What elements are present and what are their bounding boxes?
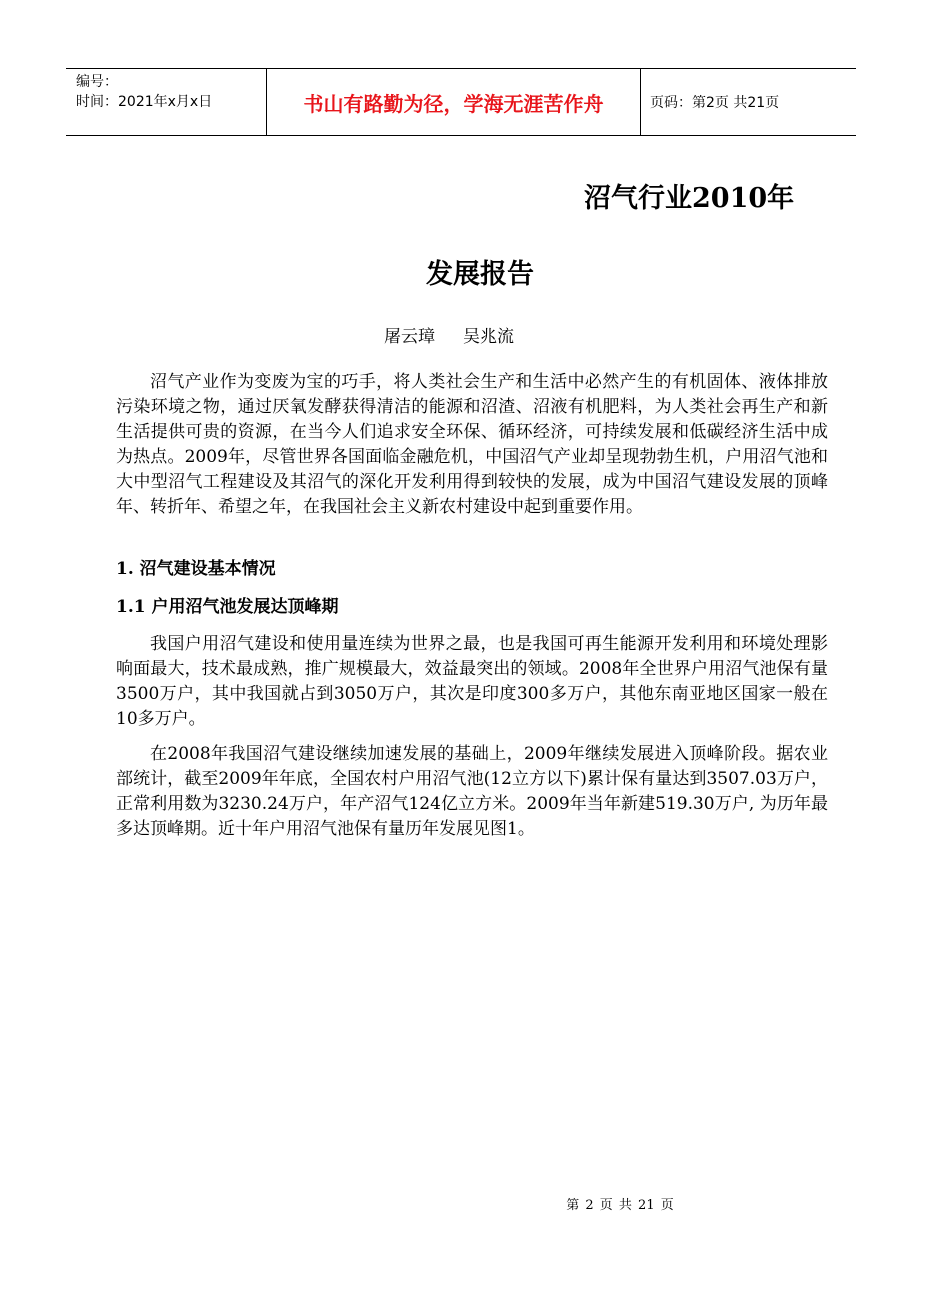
document-title-line2: 发展报告 [426, 259, 534, 290]
page-footer: 第 2 页 共 21 页 [566, 1198, 674, 1213]
section-1-1-para-2-block [116, 742, 828, 842]
time-label: 时间：2021年x月x日 [76, 94, 213, 110]
header-meta-cell [66, 69, 267, 135]
section-1-1-heading-block [116, 595, 828, 620]
section-1-1-para-1-block [116, 632, 828, 732]
section-heading: 1. 沼气建设基本情况 [116, 559, 276, 579]
page-header [66, 68, 856, 136]
header-motto: 书山有路勤为径，学海无涯苦作舟 [267, 69, 641, 135]
authors [384, 322, 514, 347]
document-title-line1: 沼气行业2010年 [584, 183, 795, 214]
author-name: 吴兆流 [463, 327, 514, 347]
header-page-info: 页码：第2页 共21页 [650, 95, 780, 111]
body-paragraph: 在2008年我国沼气建设继续加速发展的基础上，2009年继续发展进入顶峰阶段。据农业部统计，截至2009年年底，全国农村户用沼气池(12立方以下)累计保有量达到3507.03万户，正常利用数为3230.24万户，年产沼气124亿立方米。2009年当年新建519.30万户, 为历年最多达顶峰期。近十年户用沼气池保有量历年发展见图1。 [116, 744, 828, 839]
subsection-heading: 1.1 户用沼气池发展达顶峰期 [116, 597, 339, 617]
intro-paragraph: 沼气产业作为变废为宝的巧手，将人类社会生产和生活中必然产生的有机固体、液体排放污染环境之物，通过厌氧发酵获得清洁的能源和沼渣、沼液有机肥料，为人类社会再生产和新生活提供可贵的资源，在当今人们追求安全环保、循环经济，可持续发展和低碳经济生活中成为热点。2009年，尽管世界各国面临金融危机，中国沼气产业却呈现勃勃生机，户用沼气池和大中型沼气工程建设及其沼气的深化开发利用得到较快的发展，成为中国沼气建设发展的顶峰年、转折年、希望之年，在我国社会主义新农村建设中起到重要作用。 [116, 372, 828, 517]
author-name: 屠云璋 [384, 327, 435, 347]
intro-section [116, 370, 828, 520]
body-paragraph: 我国户用沼气建设和使用量连续为世界之最，也是我国可再生能源开发利用和环境处理影响面最大，技术最成熟，推广规模最大，效益最突出的领域。2008年全世界户用沼气池保有量3500万户，其中我国就占到3050万户，其次是印度300多万户，其他东南亚地区国家一般在10多万户。 [116, 634, 828, 729]
serial-number-label: 编号： [76, 74, 118, 90]
section-1-heading-block [116, 557, 828, 582]
